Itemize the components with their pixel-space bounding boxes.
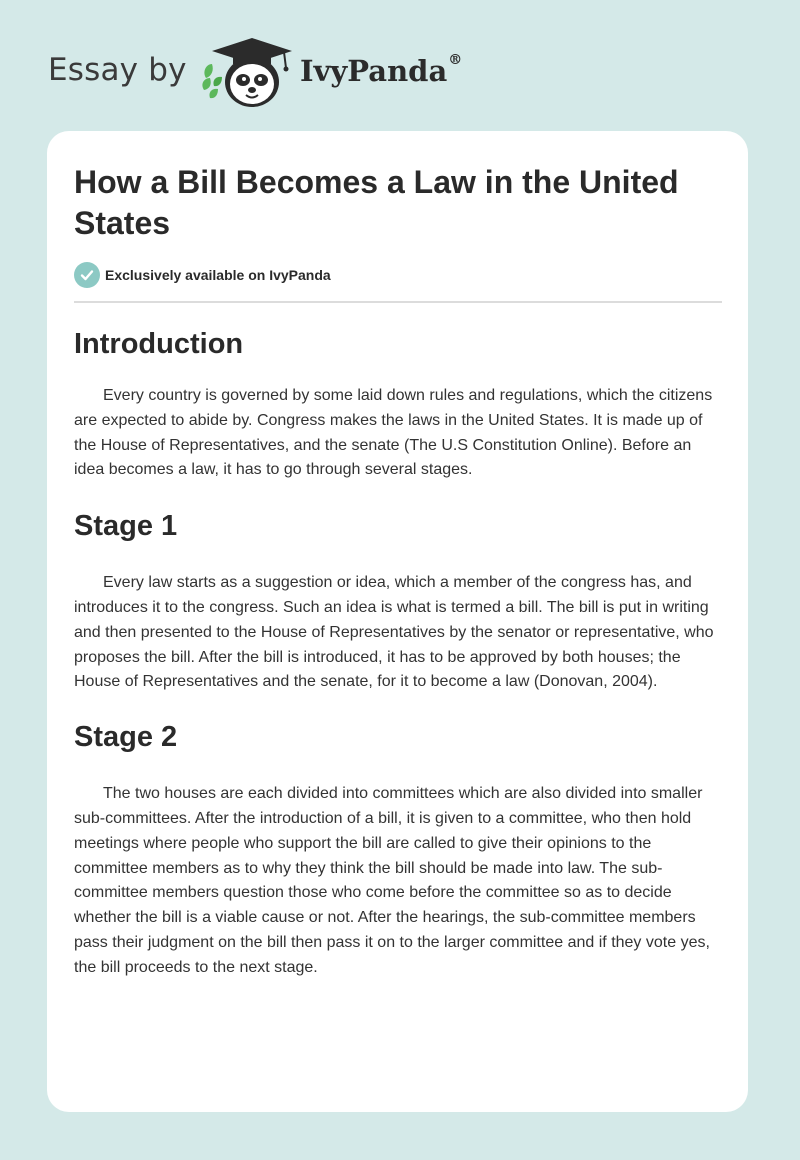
trademark-symbol: ® xyxy=(448,52,463,68)
essay-content xyxy=(74,162,722,981)
exclusive-badge xyxy=(74,261,722,289)
exclusive-badge-label: Exclusively available on IvyPanda xyxy=(105,267,331,283)
section-body-introduction: Every country is governed by some laid down rules and regulations, which the citizens are expected to abide by. Congress makes the laws in the United States. It is made up of the House of Representatives, and the senate (The U.S Constitution Online). Before an idea becomes a law, it has to go through several stages. xyxy=(74,387,713,479)
title-divider xyxy=(74,301,722,303)
section-heading-stage-2: Stage 2 xyxy=(74,721,178,754)
section-heading-stage-1: Stage 1 xyxy=(74,510,178,543)
section-body-stage-2: The two houses are each divided into committees which are also divided into smaller sub-committees. After the introduction of a bill, it is given to a committee, who then hold meetings where people who support the bill are called to give their opinions to the committee members as to why they think the bill should be made into law. The sub-committee members question those who come before the committee so as to decide whether the bill is a viable cause or not. After the hearings, the sub-committee members pass their judgment on the bill then pass it on to the larger committee and if they vote yes, the bill proceeds to the next stage. xyxy=(74,785,710,976)
essay-by-label: Essay by xyxy=(48,52,187,88)
brand-logo-text[interactable] xyxy=(300,54,462,88)
site-header xyxy=(48,30,648,110)
section-body-stage-1: Every law starts as a suggestion or idea, which a member of the congress has, and introduces it to the congress. Such an idea is what is termed a bill. The bill is put in writing and then presented to the House of Representatives by the senator or representative, who proposes the bill. After the bill is introduced, it has to be approved by both houses; the House of Representatives and the senate, for it to become a law (Donovan, 2004). xyxy=(74,574,714,691)
essay-card xyxy=(47,131,748,1112)
section-heading-introduction: Introduction xyxy=(74,328,244,360)
check-circle-icon xyxy=(74,262,100,288)
page-title: How a Bill Becomes a Law in the United States xyxy=(74,164,679,241)
panda-logo-icon[interactable] xyxy=(200,34,296,110)
brand-name: IvyPanda xyxy=(300,54,448,88)
